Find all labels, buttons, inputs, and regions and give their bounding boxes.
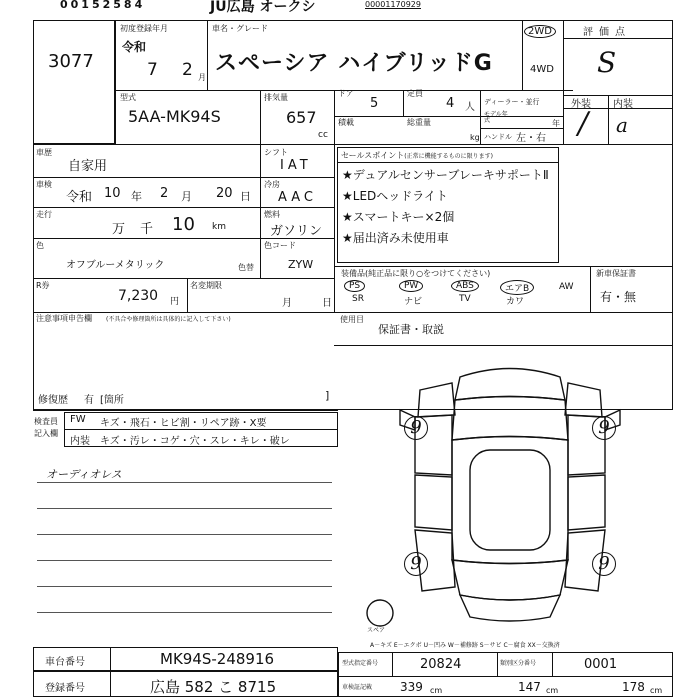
option-abs: ABS	[451, 280, 479, 292]
header-right-code: 00001170929	[365, 0, 421, 9]
dimension-width: 147	[518, 680, 541, 694]
recycle-value: 7,230	[118, 288, 159, 304]
registration-label: 初度登録年月	[120, 24, 168, 33]
option-airbag: エアB	[500, 280, 534, 295]
inspection-year: 10	[104, 186, 121, 201]
capacity-unit: 人	[465, 102, 475, 113]
sales-point-3: ★スマートキー×2個	[342, 210, 455, 224]
tire-mark-fl: 9	[404, 416, 428, 440]
handle-label: ハンドル	[484, 133, 512, 141]
inspection-month-unit: 月	[181, 190, 192, 203]
warranty-label: 新車保証書	[596, 269, 636, 278]
sales-point-4: ★届出済み未使用車	[342, 231, 449, 245]
lot-box	[33, 20, 115, 144]
inspection-month: 2	[160, 186, 169, 201]
registration-month: 2	[182, 60, 193, 80]
rating-score: S	[597, 46, 617, 79]
header-auction-name: JU広島 オークシ	[210, 0, 316, 15]
dimensions-label: 車検証記載	[342, 684, 373, 691]
dealer-label: ディーラー・並行	[484, 98, 540, 106]
option-aw: AW	[559, 282, 574, 292]
ac-label: 冷房	[264, 180, 280, 189]
mileage-unit: km	[212, 222, 226, 232]
inspector-fw-head: FW	[70, 414, 86, 425]
ext-score: /	[578, 106, 589, 141]
option-pw: PW	[399, 280, 423, 292]
displacement-value: 657	[286, 108, 317, 127]
option-navi: ナビ	[404, 297, 423, 307]
recycle-label: R券	[36, 281, 50, 290]
repair-bracket: ]	[325, 389, 330, 402]
inspection-year-unit: 年	[131, 190, 142, 203]
lot-number: 3077	[48, 51, 94, 72]
repair-suffix: [箇所	[100, 395, 124, 406]
inspection-day: 20	[216, 186, 233, 201]
equipment-label: 装備品(純正品に限り○をつけてください)	[341, 269, 491, 278]
tire-mark-rr: 9	[592, 552, 616, 576]
spare-label: スペア	[367, 627, 386, 634]
recycle-unit: 円	[170, 297, 180, 307]
class-number-value: 0001	[584, 657, 618, 672]
capacity-label: 定員	[407, 89, 423, 98]
fuel-label: 燃料	[264, 210, 280, 219]
doors-value: 5	[370, 96, 379, 111]
notes-label: 注意事項申告欄	[36, 314, 92, 323]
ac-value: AAC	[278, 190, 317, 205]
usage-value: 自家用	[68, 159, 108, 174]
dimension-height: 178	[622, 680, 645, 694]
memo-label: 使用目	[340, 315, 364, 324]
dimension-width-unit: cm	[546, 686, 559, 695]
displacement-unit: cc	[318, 130, 328, 140]
repair-label: 修復歴	[38, 395, 68, 406]
color-value: オフブルーメタリック	[66, 260, 165, 271]
inspection-day-unit: 日	[240, 190, 251, 203]
sales-point-1: ★デュアルセンサーブレーキサポートⅡ	[342, 168, 549, 182]
plate-label: 登録番号	[45, 683, 85, 694]
repair-value: 有	[84, 395, 94, 406]
capacity-value: 4	[446, 96, 455, 111]
memo-value: 保証書・取説	[378, 323, 444, 336]
tire-mark-rl: 9	[404, 552, 428, 576]
dimension-length-unit: cm	[430, 686, 443, 695]
model-year-unit: 年	[552, 119, 560, 128]
option-leather: カワ	[506, 297, 525, 307]
color-change-label: 色替	[238, 263, 254, 272]
deadline-month-unit: 月	[282, 298, 292, 309]
dimension-length: 339	[400, 680, 423, 694]
mileage-sen: 千	[140, 222, 154, 237]
weight-label: 総重量	[407, 118, 431, 127]
car-damage-diagram	[360, 355, 660, 635]
option-sr: SR	[352, 294, 364, 304]
mileage-man: 万	[112, 222, 126, 237]
option-ps: PS	[344, 280, 365, 292]
inspection-label: 車検	[36, 180, 52, 189]
chassis-value: MK94S-248916	[160, 650, 275, 668]
plate-value: 広島 582 こ 8715	[150, 678, 277, 696]
dimension-height-unit: cm	[650, 686, 663, 695]
fuel-value: ガソリン	[270, 224, 323, 239]
warranty-value: 有・無	[600, 290, 637, 304]
int-score: a	[616, 113, 628, 137]
registration-era: 令和	[122, 40, 147, 54]
drive-2wd: 2WD	[524, 25, 556, 38]
registration-month-unit: 月	[198, 73, 206, 82]
ext-label: 外装	[571, 99, 591, 110]
mileage-value: 10	[172, 214, 195, 235]
registration-year: 7	[147, 60, 158, 80]
sales-point-2: ★LEDヘッドライト	[342, 189, 448, 203]
drive-4wd: 4WD	[530, 64, 554, 75]
equipment-options	[344, 280, 584, 312]
color-code-label: 色コード	[264, 241, 296, 250]
class-number-label: 類別区分番号	[500, 660, 537, 667]
displacement-label: 排気量	[264, 93, 288, 102]
inspector-interior-text: キズ・汚レ・コゲ・穴・スレ・キレ・破レ	[100, 436, 290, 447]
type-label: 型式	[120, 93, 136, 102]
usage-label: 車歴	[36, 148, 52, 157]
rating-label: 評価点	[583, 27, 631, 38]
handwritten-note: オーディオレス	[46, 468, 122, 481]
weight-unit: kg	[470, 133, 480, 142]
inspector-label: 検査員 記入欄	[34, 417, 58, 438]
loading-label: 積載	[338, 118, 354, 127]
type-number-label: 型式指定番号	[342, 660, 379, 667]
handle-value: 左・右	[516, 133, 546, 144]
deadline-day-unit: 日	[322, 298, 332, 309]
notes-sub: (不具合や修理箇所は具体的に記入して下さい)	[106, 316, 231, 323]
model-label: 車名・グレード	[212, 24, 268, 33]
damage-legend: A－キズ E－エクボ U－凹み W－補修跡 S－サビ C－腐食 XX－交換済	[370, 642, 560, 649]
sales-points-label: セールスポイント(正常に機能するものに限ります)	[341, 151, 493, 160]
doors-label: ドア	[338, 89, 354, 98]
header-banner	[20, 0, 680, 16]
inspector-fw-text: キズ・飛石・ヒビ割・リペア跡・X要	[100, 418, 267, 429]
color-label: 色	[36, 241, 44, 250]
model-name: スペーシア ハイブリッドG	[215, 51, 493, 76]
inspection-era: 令和	[66, 190, 93, 205]
int-label: 内装	[613, 99, 633, 110]
mileage-label: 走行	[36, 210, 52, 219]
shift-label: シフト	[264, 148, 288, 157]
deadline-label: 名変期限	[190, 281, 222, 290]
color-code: ZYW	[288, 258, 314, 271]
type-number-value: 20824	[420, 657, 462, 672]
type-value: 5AA-MK94S	[128, 107, 221, 126]
option-tv: TV	[459, 294, 471, 304]
tire-mark-fr: 9	[592, 416, 616, 440]
model-year-label: モデル年式	[484, 111, 508, 124]
shift-value: IAT	[280, 158, 312, 173]
inspector-interior-head: 内装	[70, 436, 90, 447]
header-left-code: 00152584	[60, 0, 146, 11]
chassis-label: 車台番号	[45, 657, 85, 668]
